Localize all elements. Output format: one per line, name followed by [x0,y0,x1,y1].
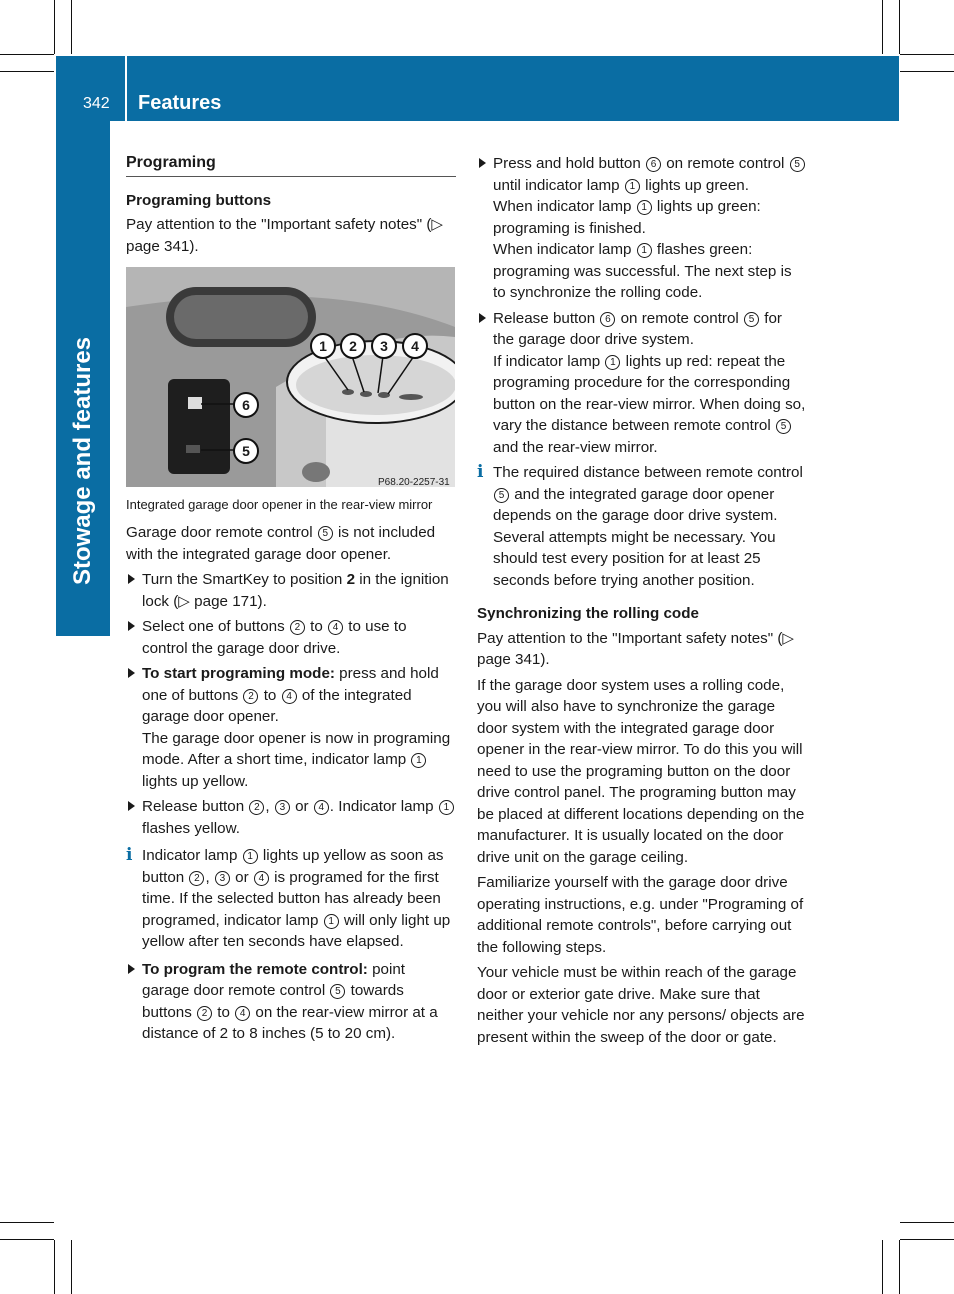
right-column [477,153,807,1052]
step-arrow-icon [479,313,486,323]
reference-number: 5 [318,526,333,541]
text-run: , [265,798,274,815]
step-arrow-icon [128,801,135,811]
text-run: to [213,1003,235,1021]
step [126,959,456,1045]
photo-caption: Integrated garage door opener in the rear-view mirror [126,497,433,512]
text-run: The garage door opener is now in programing mode. After a short time, indicator lamp [142,729,451,768]
text-run: press and hold one of buttons [142,665,439,704]
info-icon: i [477,462,484,482]
crop-mark [0,1222,54,1223]
text-run: The required distance between remote control [493,464,803,481]
text-run: Indicator lamp [142,847,242,864]
reference-number: 1 [324,914,339,929]
reference-number: 4 [254,871,269,886]
reference-number: 2 [197,1006,212,1021]
text-run: to [259,686,281,704]
section-title: Programing [126,152,456,177]
step-arrow-icon [128,621,135,631]
text-run: When indicator lamp [493,241,636,258]
text-run: flashes green: programing was successful. The next step is to synchronize the rolling code. [493,241,792,301]
reference-number: 2 [243,689,258,704]
reference-number: 5 [776,419,791,434]
callout-2: 2 [340,333,366,359]
reference-number: 6 [600,312,615,327]
text-run: and the rear-view mirror. [493,438,658,456]
text-run: When indicator lamp [493,198,636,215]
paragraph: Your vehicle must be within reach of the garage door or exterior gate drive. Make sure that neither your vehicle nor any persons/ objects are present within the sweep of the door or gate. [477,964,805,1046]
reference-number: 3 [275,800,290,815]
reference-number: 4 [235,1006,250,1021]
reference-number: 1 [625,179,640,194]
text-run: lights up red: repeat the programing procedure for the corresponding button on the rear-view mirror. When doing so, vary the distance between remote control [493,352,806,434]
text-run: Release button [493,309,600,327]
crop-mark [54,1240,55,1294]
text-run: point garage door remote control [142,960,406,999]
paragraph [126,522,456,565]
text-run: Turn the SmartKey to position [142,571,347,588]
step [477,308,807,459]
reference-number: 1 [637,243,652,258]
reference-number: 5 [494,488,509,503]
text-run: is programed for the first time. If the selected button has already been programed, indicator lamp [142,868,441,929]
text-run: flashes yellow. [142,819,240,837]
mirror-photo [126,267,455,487]
step [477,153,807,304]
info-icon: i [126,845,133,865]
step [126,616,456,659]
reference-number: 6 [646,157,661,172]
reference-number: 1 [605,355,620,370]
text-run: in the ignition lock (▷ page 171). [142,571,449,610]
step [126,663,456,792]
reference-number: 5 [790,157,805,172]
reference-number: 5 [330,984,345,999]
page-number: 342 [83,95,110,112]
callout-4: 4 [402,333,428,359]
reference-number: 1 [411,753,426,768]
text-run: for the garage door drive system. [493,309,782,348]
reference-number: 4 [328,620,343,635]
callout-6: 6 [233,392,259,418]
step-arrow-icon [479,158,486,168]
page-header [56,56,899,121]
text-run: To program the remote control: [142,960,368,978]
reference-number: 3 [215,871,230,886]
reference-number: 1 [439,800,454,815]
paragraph: If the garage door system uses a rolling code, you will also have to synchronize the garage door system with the integrated garage door opener in the rear-view mirror. To do this you will need to use the programing button on the door drive control panel. The programing button may be placed at different locations depending on the manufacturer. It is usually located on the door drive unit on the garage ceiling. [477,676,805,866]
crop-mark [900,1222,954,1223]
callout-1: 1 [310,333,336,359]
reference-number: 1 [637,200,652,215]
callout-5: 5 [233,438,259,464]
crop-mark [900,54,954,55]
crop-mark [899,1240,900,1294]
mirror-illustration [126,267,455,487]
safety-reference: Pay attention to the "Important safety notes" (▷ page 341). [477,629,795,668]
photo-code: P68.20-2257-31 [378,477,450,487]
text-run: To start programing mode: [142,665,335,682]
text-run: 2 [346,571,356,588]
step [126,569,456,612]
crop-mark [54,0,55,54]
text-run: on remote control [661,155,789,172]
crop-mark [899,0,900,54]
side-tab-label: Stowage and features [69,336,96,586]
text-run: and the integrated garage door opener depends on the garage door drive system. Several attempts might be necessary. You should test every position for at least 25 seconds before trying another position. [493,485,778,589]
text-run: on the rear-view mirror at a distance of 2 to 8 inches (5 to 20 cm). [142,1003,438,1042]
header-divider [125,56,127,121]
subsection-title: Programing buttons [126,191,272,209]
text-run: will only light up yellow after ten seconds have elapsed. [142,911,451,950]
text-run: lights up yellow as soon as button [142,847,444,886]
crop-mark [71,1240,72,1294]
reference-number: 1 [243,849,258,864]
reference-number: 5 [744,312,759,327]
crop-mark [900,1239,954,1240]
info-note [477,462,807,591]
text-run: until indicator lamp [493,176,624,194]
text-run: If indicator lamp [493,352,605,370]
text-run: Select one of buttons [142,618,289,635]
text-run: towards buttons [142,982,404,1021]
text-run: is not included with the integrated garage door opener. [126,524,436,563]
text-run: lights up green: programing is finished. [493,198,761,237]
chapter-title: Features [138,92,222,114]
reference-number: 2 [249,800,264,815]
info-note [126,845,456,953]
reference-number: 4 [282,689,297,704]
left-column [126,152,456,1049]
reference-number: 2 [290,620,305,635]
paragraph: Familiarize yourself with the garage door drive operating instructions, e.g. under "Programing of additional remote controls", before carrying out the following steps. [477,874,804,956]
text-run: Press and hold button [493,155,645,172]
reference-number: 2 [189,871,204,886]
text-run: of the integrated garage door opener. [142,686,412,725]
safety-reference: Pay attention to the "Important safety notes" (▷ page 341). [126,216,444,255]
text-run: . Indicator lamp [329,798,438,815]
text-run: , [205,868,214,886]
text-run: lights up green. [640,176,749,194]
subsection-title: Synchronizing the rolling code [477,605,699,622]
text-run: to [305,618,328,635]
crop-mark [71,0,72,54]
crop-mark [0,1239,54,1240]
step [126,796,456,839]
step-arrow-icon [128,668,135,678]
text-run: or [230,868,253,886]
crop-mark [0,71,54,72]
step-arrow-icon [128,574,135,584]
crop-mark [882,1240,883,1294]
text-run: on remote control [616,309,744,327]
text-run: Release button [142,798,249,815]
step-arrow-icon [128,964,135,974]
crop-mark [0,54,54,55]
text-run: lights up yellow. [142,772,249,790]
text-run: to use to control the garage door drive. [142,618,407,657]
text-run: or [290,798,313,815]
reference-number: 4 [314,800,329,815]
crop-mark [882,0,883,54]
callout-3: 3 [371,333,397,359]
crop-mark [900,71,954,72]
text-run: Garage door remote control [126,524,317,541]
